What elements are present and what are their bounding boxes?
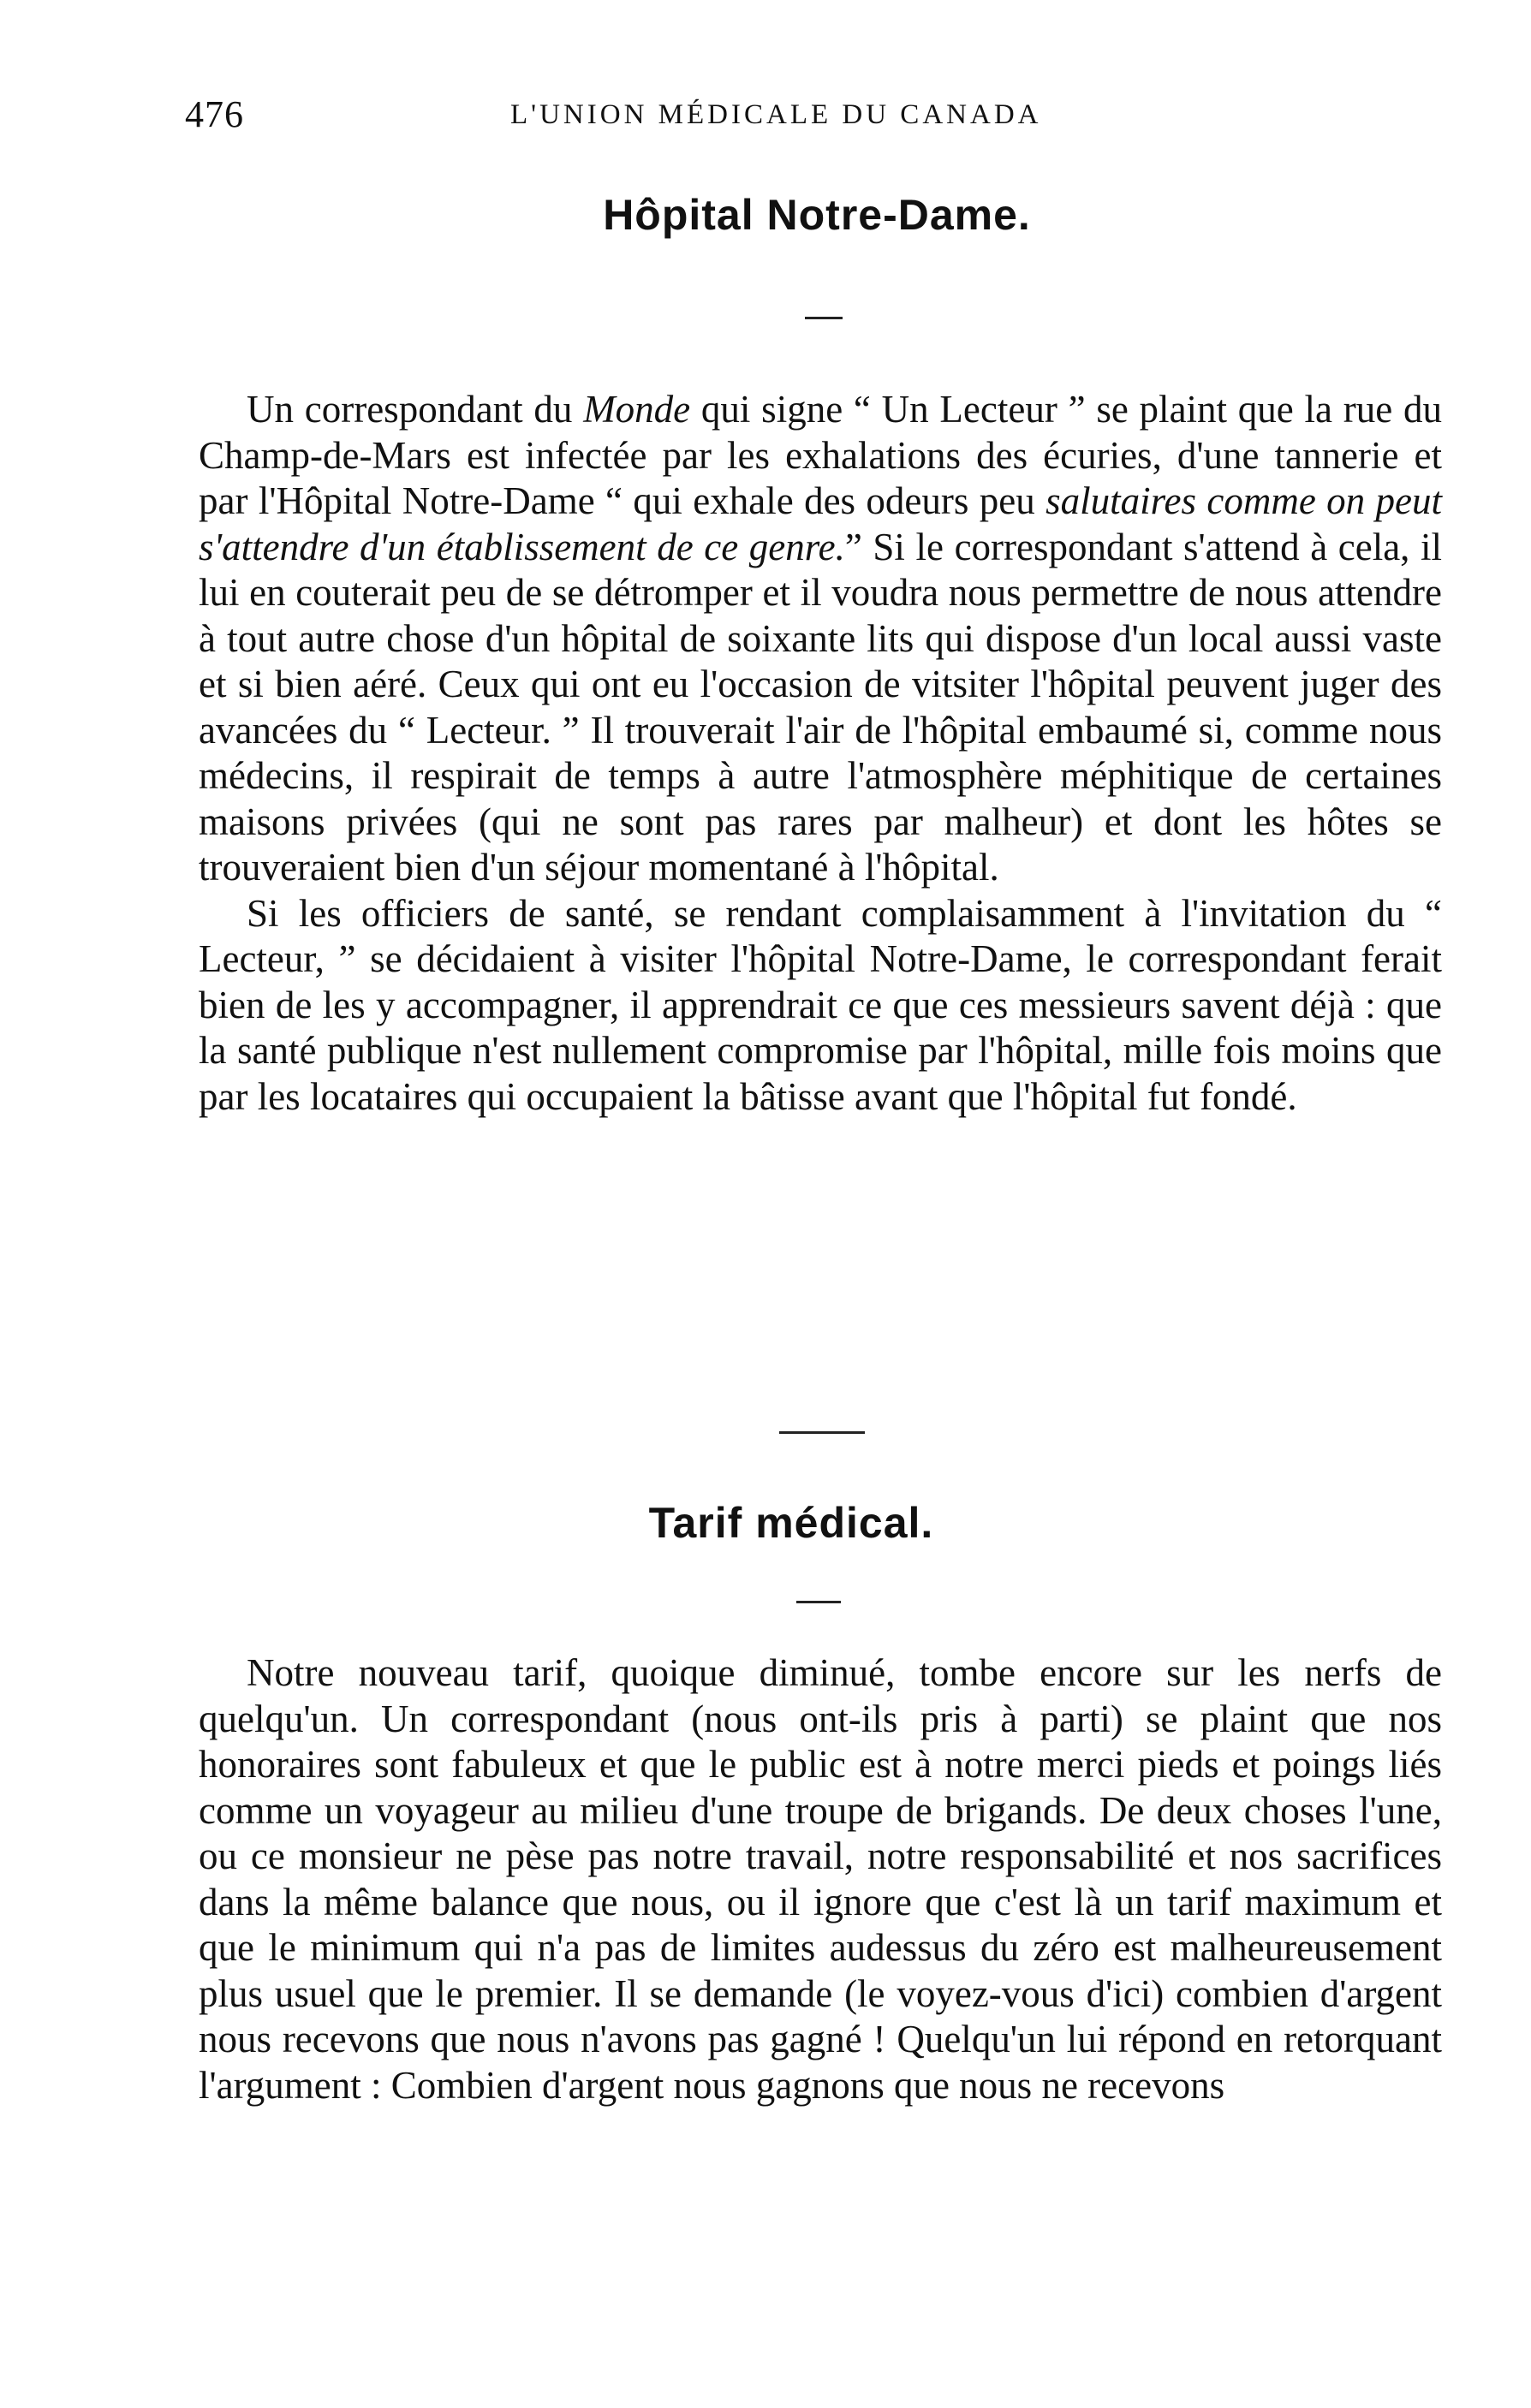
article-body-hopital — [199, 387, 1442, 1120]
text-run: qui signe “ Un Lecteur ” se plaint que la rue du Champ-de-Mars est infectée par les exhalations des écuries, d'une tannerie et par l'Hôpital Notre-Dame “ qui exhale des odeurs peu — [199, 388, 1442, 522]
page-number: 476 — [185, 93, 244, 135]
paragraph: Si les officiers de santé, se rendant complaisamment à l'invitation du “ Lecteur, ” se décidaient à visiter l'hôpital Notre-Dame, le correspondant ferait bien de les y accompagner, il apprendrait ce que ces messieurs savent déjà : que la santé publique n'est nullement compromise par l'hôpital, mille fois moins que par les locataires qui occupaient la bâtisse avant que l'hôpital fut fondé. — [199, 891, 1442, 1118]
text-run: Un correspondant du — [247, 388, 584, 431]
title-divider — [805, 317, 843, 319]
text-run: ” Si le correspondant s'attend à cela, il lui en couterait peu de se détromper et il voudra nous permettre de nous attendre à tout autre chose d'un hôpital de soixante lits qui dispose d'un local aussi vaste et si bien aéré. Ceux qui ont eu l'occasion de vitsiter l'hôpital peuvent juger des avancées du “ Lecteur. ” Il trouverait l'air de l'hôpital embaumé si, comme nous médecins, il respirait de temps à autre l'atmosphère méphitique de certaines maisons privées (qui ne sont pas rares par malheur) et dont les hôtes se trouveraient bien d'un séjour momentané à l'hôpital. — [199, 525, 1443, 889]
running-head — [185, 92, 1442, 144]
paragraph — [199, 387, 1442, 891]
title-divider — [796, 1601, 841, 1603]
article-title-hopital: Hôpital Notre-Dame. — [603, 191, 1031, 239]
italic-text: salutaires comme on peut s'attendre d'un établissement de ce genre. — [199, 479, 1443, 568]
journal-title: L'UNION MÉDICALE DU CANADA — [510, 99, 1042, 130]
paragraph: Notre nouveau tarif, quoique diminué, tombe encore sur les nerfs de quelqu'un. Un correspondant (nous ont-ils pris à parti) se plaint que nos honoraires sont fabuleux et que le public est à notre merci pieds et poings liés comme un voyageur au milieu d'une troupe de brigands. De deux choses l'une, ou ce monsieur ne pèse pas notre travail, notre responsabilité et nos sacrifices dans la même balance que nous, ou il ignore que c'est là un tarif maximum et que le minimum qui n'a pas de limites audessus du zéro est malheureusement plus usuel que le premier. Il se demande (le voyez-vous d'ici) combien d'argent nous recevons que nous n'avons pas gagné ! Quelqu'un lui répond en retorquant l'argument : Combien d'argent nous gagnons que nous ne recevons — [199, 1651, 1442, 2107]
article-body-tarif — [199, 1650, 1442, 2108]
section-divider — [779, 1431, 865, 1434]
article-title-tarif: Tarif médical. — [648, 1499, 934, 1547]
italic-text: Monde — [583, 388, 691, 431]
